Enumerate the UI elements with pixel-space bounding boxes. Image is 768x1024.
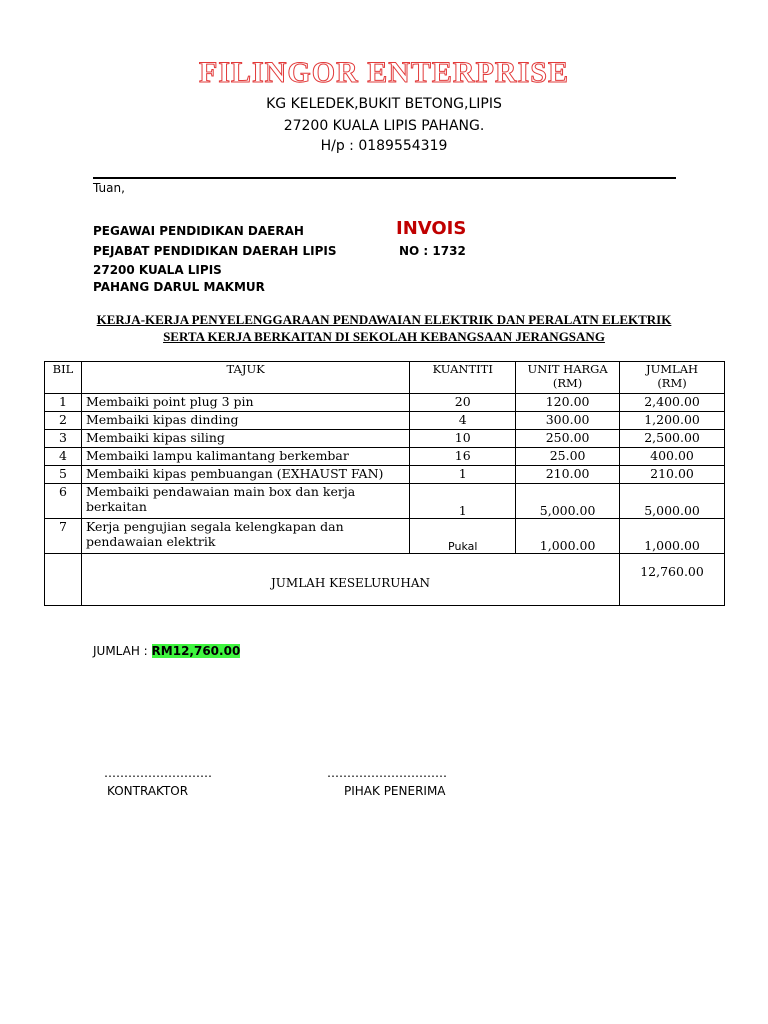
cell-unit-harga: 210.00: [516, 466, 620, 484]
cell-bil: 2: [45, 412, 82, 430]
cell-tajuk: Membaiki kipas pembuangan (EXHAUST FAN): [81, 466, 409, 484]
cell-tajuk: Membaiki lampu kalimantang berkembar: [81, 448, 409, 466]
cell-jumlah: 1,000.00: [620, 519, 725, 554]
cell-jumlah: 2,400.00: [620, 394, 725, 412]
recipient-line3: 27200 KUALA LIPIS: [93, 263, 222, 277]
signature-line-contractor: ………………………: [104, 766, 212, 780]
cell-jumlah: 1,200.00: [620, 412, 725, 430]
cell-unit-harga: 300.00: [516, 412, 620, 430]
subject-line1: KERJA-KERJA PENYELENGGARAAN PENDAWAIAN ELEKTRIK DAN PERALATN ELEKTRIK: [96, 312, 672, 327]
recipient-line2: PEJABAT PENDIDIKAN DAERAH LIPIS: [93, 244, 337, 258]
cell-jumlah: 210.00: [620, 466, 725, 484]
cell-tajuk: Membaiki kipas siling: [81, 430, 409, 448]
header-divider: [93, 177, 676, 179]
company-address-line1: KG KELEDEK,BUKIT BETONG,LIPIS: [266, 96, 502, 112]
col-header-jumlah: JUMLAH (RM): [620, 362, 725, 394]
cell-unit-harga: 120.00: [516, 394, 620, 412]
company-address-line2: 27200 KUALA LIPIS PAHANG.: [283, 118, 485, 134]
invoice-number: NO : 1732: [399, 244, 466, 258]
cell-jumlah: 2,500.00: [620, 430, 725, 448]
cell-kuantiti: 4: [410, 412, 516, 430]
cell-kuantiti: 1: [410, 484, 516, 519]
cell-tajuk: Membaiki pendawaian main box dan kerja berkaitan: [81, 484, 409, 519]
cell-kuantiti: 16: [410, 448, 516, 466]
company-name: FILINGOR ENTERPRISE: [199, 56, 569, 89]
company-phone: H/p : 0189554319: [320, 138, 448, 154]
signature-label-contractor: KONTRAKTOR: [107, 784, 189, 798]
cell-bil: 4: [45, 448, 82, 466]
recipient-line4: PAHANG DARUL MAKMUR: [93, 280, 265, 294]
table-total-row: [45, 554, 725, 606]
cell-unit-harga: 250.00: [516, 430, 620, 448]
cell-bil: 1: [45, 394, 82, 412]
cell-total-blank: [45, 554, 82, 606]
cell-kuantiti: Pukal: [410, 519, 516, 554]
recipient-line1: PEGAWAI PENDIDIKAN DAERAH: [93, 224, 304, 238]
greeting: Tuan,: [93, 181, 125, 195]
col-header-tajuk: TAJUK: [81, 362, 409, 394]
cell-unit-harga: 25.00: [516, 448, 620, 466]
col-header-kuantiti: KUANTITI: [410, 362, 516, 394]
cell-kuantiti: 10: [410, 430, 516, 448]
total-value: 12,760.00: [620, 554, 725, 606]
cell-bil: 5: [45, 466, 82, 484]
table-row: [45, 430, 725, 448]
table-row: [45, 412, 725, 430]
summary: [93, 644, 240, 658]
subject-line2: SERTA KERJA BERKAITAN DI SEKOLAH KEBANGSAAN JERANGSANG: [163, 329, 605, 344]
cell-kuantiti: 20: [410, 394, 516, 412]
cell-tajuk: Kerja pengujian segala kelengkapan dan pendawaian elektrik: [81, 519, 409, 554]
table-row: [45, 394, 725, 412]
cell-unit-harga: 5,000.00: [516, 484, 620, 519]
cell-jumlah: 400.00: [620, 448, 725, 466]
table-row: [45, 448, 725, 466]
invoice-table: [44, 361, 725, 606]
cell-tajuk: Membaiki kipas dinding: [81, 412, 409, 430]
table-row: [45, 466, 725, 484]
col-header-bil: BIL: [45, 362, 82, 394]
cell-bil: 3: [45, 430, 82, 448]
invoice-title: INVOIS: [396, 218, 467, 239]
summary-label: JUMLAH :: [93, 644, 152, 658]
cell-kuantiti: 1: [410, 466, 516, 484]
cell-tajuk: Membaiki point plug 3 pin: [81, 394, 409, 412]
total-label: JUMLAH KESELURUHAN: [81, 554, 619, 606]
table-row: [45, 519, 725, 554]
table-header-row: [45, 362, 725, 394]
cell-unit-harga: 1,000.00: [516, 519, 620, 554]
col-header-unit-harga: UNIT HARGA (RM): [516, 362, 620, 394]
summary-amount: RM12,760.00: [151, 644, 241, 658]
signature-label-receiver: PIHAK PENERIMA: [344, 784, 446, 798]
cell-bil: 7: [45, 519, 82, 554]
cell-bil: 6: [45, 484, 82, 519]
cell-jumlah: 5,000.00: [620, 484, 725, 519]
table-row: [45, 484, 725, 519]
signature-line-receiver: …………………………: [327, 766, 447, 780]
